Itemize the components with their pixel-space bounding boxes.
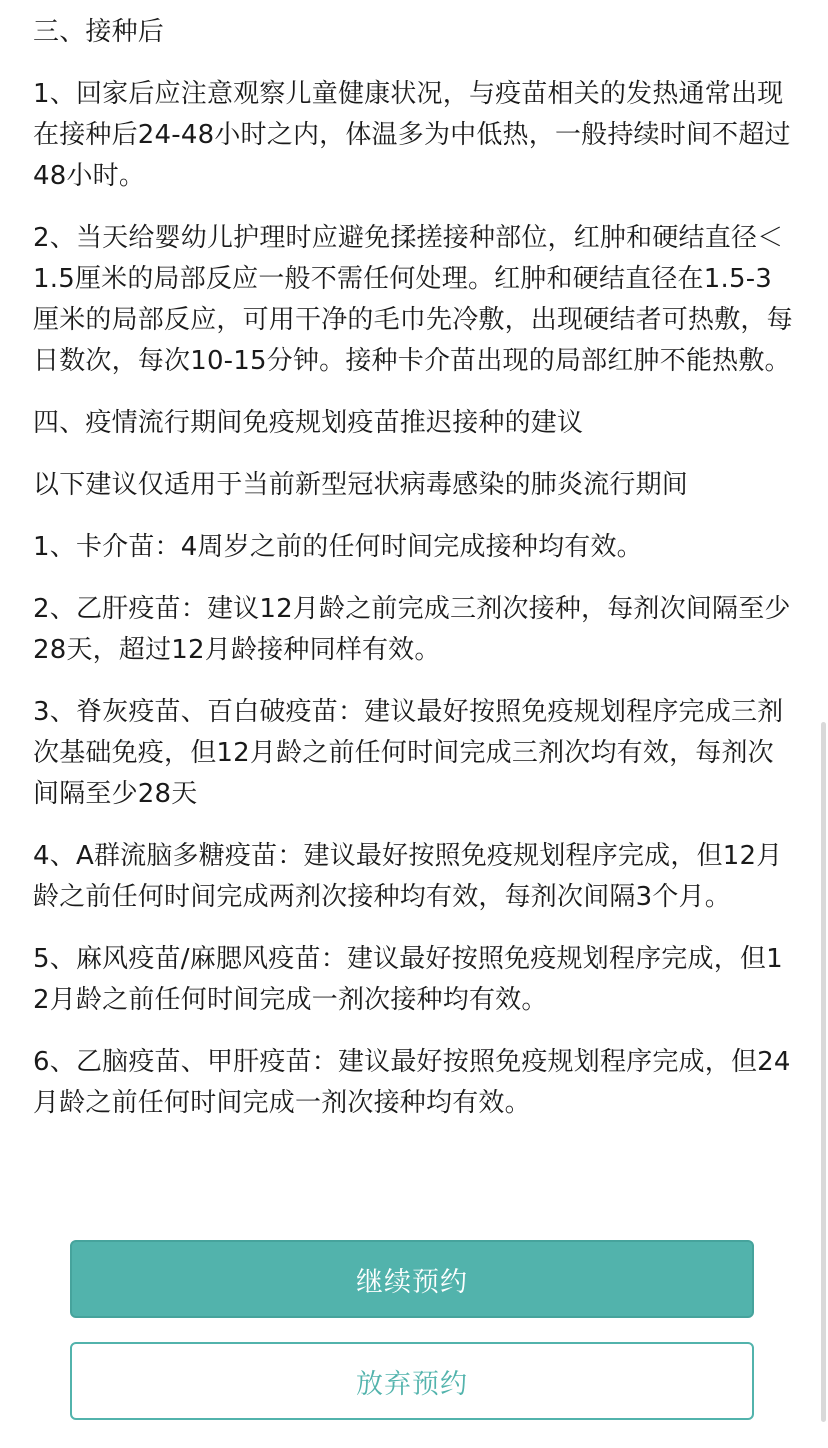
paragraph-hepatitis-b: 2、乙肝疫苗：建议12月龄之前完成三剂次接种，每剂次间隔至少28天，超过12月龄接种同样有效。 <box>33 594 791 665</box>
paragraph-bcg: 1、卡介苗：4周岁之前的任何时间完成接种均有效。 <box>33 532 643 562</box>
continue-booking-button[interactable]: 继续预约 <box>70 1240 754 1318</box>
section-heading-after-vaccination: 三、接种后 <box>33 17 165 47</box>
paragraph-polio-dtp: 3、脊灰疫苗、百白破疫苗：建议最好按照免疫规划程序完成三剂次基础免疫，但12月龄之前任何时间完成三剂次均有效，每剂次间隔至少28天 <box>33 697 784 809</box>
scrollbar[interactable] <box>821 722 826 1422</box>
paragraph-measles-rubella: 5、麻风疫苗/麻腮风疫苗：建议最好按照免疫规划程序完成，但12月龄之前任何时间完成一剂次接种均有效。 <box>33 944 783 1015</box>
section-heading-postpone-advice: 四、疫情流行期间免疫规划疫苗推迟接种的建议 <box>33 408 584 438</box>
notice-content <box>33 12 793 1145</box>
paragraph-je-hepatitis-a: 6、乙脑疫苗、甲肝疫苗：建议最好按照免疫规划程序完成，但24月龄之前任何时间完成一剂次接种均有效。 <box>33 1047 791 1118</box>
cancel-booking-button[interactable]: 放弃预约 <box>70 1342 754 1420</box>
paragraph-site-care: 2、当天给婴幼儿护理时应避免揉搓接种部位，红肿和硬结直径＜1.5厘米的局部反应一般不需任何处理。红肿和硬结直径在1.5-3厘米的局部反应，可用干净的毛巾先冷敷，出现硬结者可热敷，每日数次，每次10-15分钟。接种卡介苗出现的局部红肿不能热敷。 <box>33 223 793 376</box>
paragraph-observe-health: 1、回家后应注意观察儿童健康状况，与疫苗相关的发热通常出现在接种后24-48小时之内，体温多为中低热，一般持续时间不超过48小时。 <box>33 79 791 191</box>
paragraph-meningococcal-a: 4、A群流脑多糖疫苗：建议最好按照免疫规划程序完成，但12月龄之前任何时间完成两剂次接种均有效，每剂次间隔3个月。 <box>33 841 783 912</box>
paragraph-applicability-note: 以下建议仅适用于当前新型冠状病毒感染的肺炎流行期间 <box>33 470 689 500</box>
